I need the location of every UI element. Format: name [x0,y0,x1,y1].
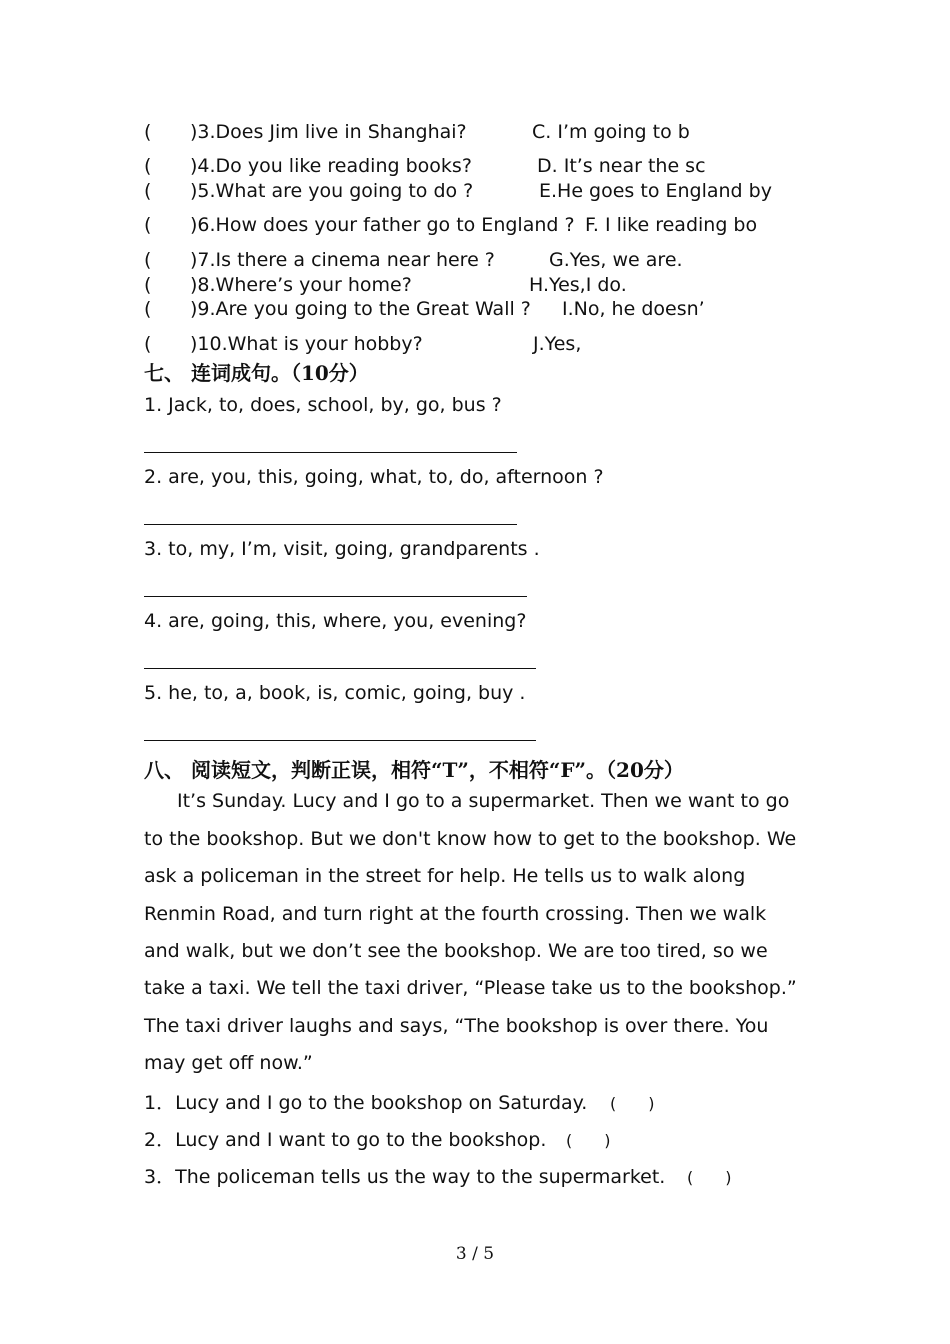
answer-paren[interactable]: ( [144,249,152,271]
answer-line[interactable] [144,668,536,669]
answer-line[interactable] [144,596,527,597]
question-text: )6.How does your father go to England ? [190,214,575,236]
tf-question-text: 1．Lucy and I go to the bookshop on Saturday. [144,1092,588,1114]
answer-paren[interactable]: ( [144,180,152,202]
answer-option: G.Yes, we are. [549,249,683,271]
passage-line: to the bookshop. But we don't know how to get to the bookshop. We [144,828,797,850]
answer-option: J.Yes, [533,333,582,355]
page-number: 3 / 5 [455,1244,495,1264]
question-text: )4.Do you like reading books? [190,155,472,177]
tf-answer-blank[interactable]: ( ) [687,1168,732,1187]
question-text: )5.What are you going to do ? [190,180,474,202]
section-7-heading: 七、 连词成句。（10分） [144,361,369,385]
sentence-item: 5. he, to, a, book, is, comic, going, buy . [144,682,526,704]
tf-question-text: 3．The policeman tells us the way to the supermarket. [144,1166,666,1188]
passage-line: ask a policeman in the street for help. He tells us to walk along [144,865,746,887]
answer-paren[interactable]: ( [144,274,152,296]
sentence-item: 4. are, going, this, where, you, evening? [144,610,527,632]
passage-line: take a taxi. We tell the taxi driver, “Please take us to the bookshop.” [144,977,797,999]
answer-paren[interactable]: ( [144,333,152,355]
answer-paren[interactable]: ( [144,298,152,320]
answer-line[interactable] [144,524,517,525]
passage-line: It’s Sunday. Lucy and I go to a supermarket. Then we want to go [177,790,790,812]
question-text: )8.Where’s your home? [190,274,412,296]
tf-answer-blank[interactable]: ( ) [566,1131,611,1150]
passage-line: Renmin Road, and turn right at the fourth crossing. Then we walk [144,903,767,925]
question-text: )9.Are you going to the Great Wall ? [190,298,531,320]
answer-option: I.No, he doesn’ [562,298,705,320]
question-text: )3.Does Jim live in Shanghai? [190,121,467,143]
answer-option: D. It’s near the sc [537,155,706,177]
answer-option: C. I’m going to b [532,121,690,143]
answer-line[interactable] [144,740,536,741]
answer-line[interactable] [144,452,517,453]
tf-answer-blank[interactable]: ( ) [610,1094,655,1113]
answer-paren[interactable]: ( [144,214,152,236]
answer-option: E.He goes to England by [539,180,772,202]
question-text: )7.Is there a cinema near here ? [190,249,495,271]
section-8-heading: 八、 阅读短文，判断正误，相符“T”，不相符“F”。（20分） [144,758,684,782]
sentence-item: 2. are, you, this, going, what, to, do, afternoon ? [144,466,604,488]
question-text: )10.What is your hobby? [190,333,423,355]
sentence-item: 3. to, my, I’m, visit, going, grandparents . [144,538,540,560]
answer-option: F. I like reading bo [585,214,758,236]
sentence-item: 1. Jack, to, does, school, by, go, bus ? [144,394,502,416]
passage-line: may get off now.” [144,1052,313,1074]
passage-line: and walk, but we don’t see the bookshop. We are too tired, so we [144,940,768,962]
answer-option: H.Yes,I do. [529,274,627,296]
answer-paren[interactable]: ( [144,155,152,177]
tf-question-text: 2．Lucy and I want to go to the bookshop. [144,1129,547,1151]
passage-line: The taxi driver laughs and says, “The bookshop is over there. You [144,1015,769,1037]
answer-paren[interactable]: ( [144,121,152,143]
